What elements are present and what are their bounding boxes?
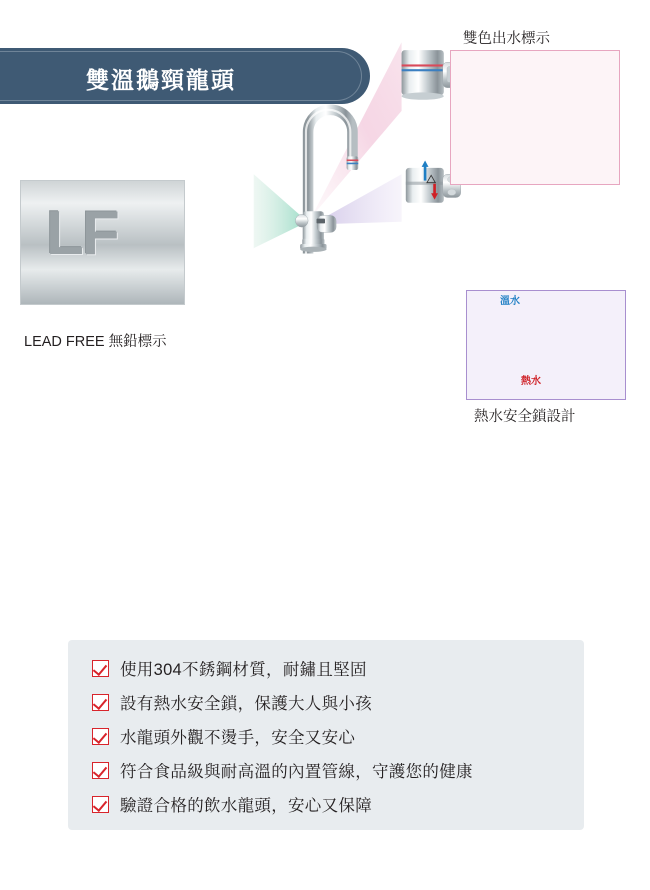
feature-text: 設有熱水安全鎖，保護大人與小孩 (120, 695, 372, 713)
checkbox-checked-icon (92, 796, 109, 813)
faucet-base-shadow (300, 247, 326, 252)
checkbox-checked-icon (92, 694, 109, 711)
checkbox-checked-icon (92, 728, 109, 745)
outlet-red-band (347, 159, 359, 161)
page-title: 雙溫鵝頸龍頭 (86, 67, 236, 93)
feature-item (92, 756, 473, 784)
checkbox-checked-icon (92, 762, 109, 779)
dual-color-outlet-frame (450, 50, 620, 185)
feature-text: 符合食品級與耐高溫的內置管線，守護您的健康 (120, 763, 473, 781)
lead-free-label: LEAD FREE 無鉛標示 (24, 334, 167, 350)
lead-free-badge-text: LF (46, 199, 118, 268)
feature-text: 水龍頭外觀不燙手，安全又安心 (120, 729, 356, 747)
feature-item (92, 688, 372, 716)
feature-item (92, 654, 367, 682)
feature-text: 驗證合格的飲水龍頭，安心又保障 (120, 797, 372, 815)
faucet-label-plate (317, 219, 325, 224)
feature-text: 使用304不銹鋼材質，耐鏽且堅固 (120, 661, 367, 679)
feature-item (92, 790, 372, 818)
beam-left (254, 174, 308, 248)
checkbox-checked-icon (92, 660, 109, 677)
hot-water-label: 熱水 (521, 376, 541, 387)
dual-color-outlet-label: 雙色出水標示 (463, 31, 550, 47)
safety-lock-frame (466, 290, 626, 400)
faucet-right-handle (317, 215, 336, 232)
features-panel (68, 640, 584, 830)
faucet-left-knob (295, 214, 308, 227)
feature-item (92, 722, 355, 750)
safety-lock-label: 熱水安全鎖設計 (474, 409, 576, 425)
outlet-blue-band (347, 163, 359, 165)
warm-water-label: 溫水 (500, 296, 520, 307)
